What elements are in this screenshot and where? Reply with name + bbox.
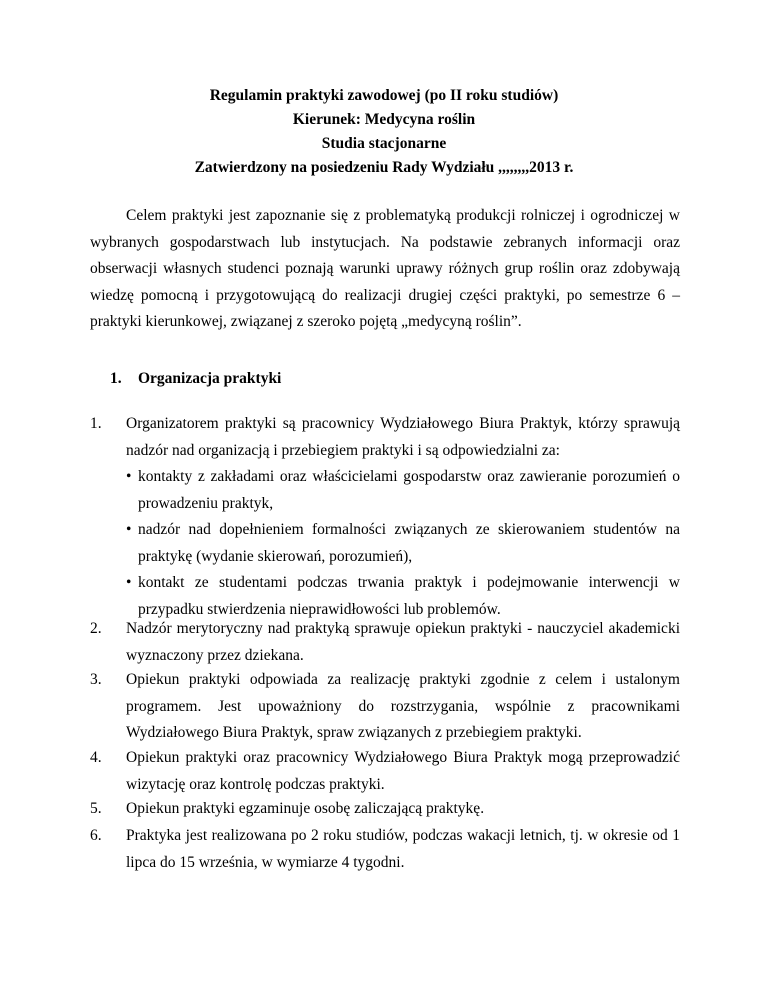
intro-paragraph: Celem praktyki jest zapoznanie się z problematyką produkcji rolniczej i ogrodniczej w wybranych gospodarstwach lub instytucjach. Na podstawie zebranych informacji oraz obserwacji własnych studenci poznają warunki uprawy różnych grup roślin oraz zdobywają wiedzę pomocną i przygotowującą do realizacji drugiej części praktyki, po semestrze 6 – praktyki kierunkowej, związanej z szeroko pojętą „medycyną roślin”.: [90, 207, 680, 330]
approval-line: Zatwierdzony na posiedzeniu Rady Wydziału ,,,,,,,,2013 r.: [194, 159, 574, 176]
bullet-text: kontakt ze studentami podczas trwania praktyk i podejmowanie interwencji w przypadku stwierdzenia nieprawidłowości lub problemów.: [138, 574, 680, 618]
title-line: Regulamin praktyki zawodowej (po II roku studiów): [209, 87, 559, 104]
list-item-number: 6.: [90, 827, 102, 844]
list-item: [90, 411, 680, 623]
section-title: Organizacja praktyki: [138, 370, 282, 387]
section-number: 1.: [110, 370, 122, 387]
bullet-icon: •: [126, 468, 132, 485]
list-item-number: 5.: [90, 800, 102, 817]
list-item: [90, 745, 680, 798]
section-heading: [110, 367, 281, 391]
study-mode-line: Studia stacjonarne: [321, 135, 447, 152]
bullet-text: nadzór nad dopełnieniem formalności związanych ze skierowaniem studentów na praktykę (wydanie skierowań, porozumień),: [138, 521, 680, 565]
bullet-text: kontakty z zakładami oraz właścicielami gospodarstw oraz zawieranie porozumień o prowadzeniu praktyk,: [138, 468, 680, 512]
field-of-study-line: Kierunek: Medycyna roślin: [292, 111, 476, 128]
list-item-number: 1.: [90, 415, 102, 432]
bullet-icon: •: [126, 574, 132, 591]
bullet-item: [126, 517, 680, 570]
list-item: [90, 796, 680, 823]
list-item: [90, 616, 680, 669]
list-item-number: 2.: [90, 620, 102, 637]
list-item-number: 3.: [90, 671, 102, 688]
list-item-text: Organizatorem praktyki są pracownicy Wydziałowego Biura Praktyk, którzy sprawują nadzór nad organizacją i przebiegiem praktyki i są odpowiedzialni za:: [126, 415, 680, 459]
list-item: [90, 667, 680, 747]
list-item-text: Opiekun praktyki egzaminuje osobę zaliczającą praktykę.: [126, 800, 485, 817]
list-item-text: Nadzór merytoryczny nad praktyką sprawuje opiekun praktyki - nauczyciel akademicki wyznaczony przez dziekana.: [126, 620, 680, 664]
bullet-item: [126, 464, 680, 517]
list-item-text: Praktyka jest realizowana po 2 roku studiów, podczas wakacji letnich, tj. w okresie od 1 lipca do 15 września, w wymiarze 4 tygodni.: [126, 827, 680, 871]
list-item: [90, 823, 680, 876]
list-item-text: Opiekun praktyki oraz pracownicy Wydziałowego Biura Praktyk mogą przeprowadzić wizytację oraz kontrolę podczas praktyki.: [126, 749, 680, 793]
bullet-list: [126, 464, 680, 623]
list-item-number: 4.: [90, 749, 102, 766]
document-title-block: [0, 84, 768, 180]
bullet-icon: •: [126, 521, 132, 538]
list-item-text: Opiekun praktyki odpowiada za realizację praktyki zgodnie z celem i ustalonym programem. Jest upoważniony do rozstrzygania, wspólnie z pracownikami Wydziałowego Biura Praktyk, spraw związanych z przebiegiem praktyki.: [126, 671, 680, 741]
